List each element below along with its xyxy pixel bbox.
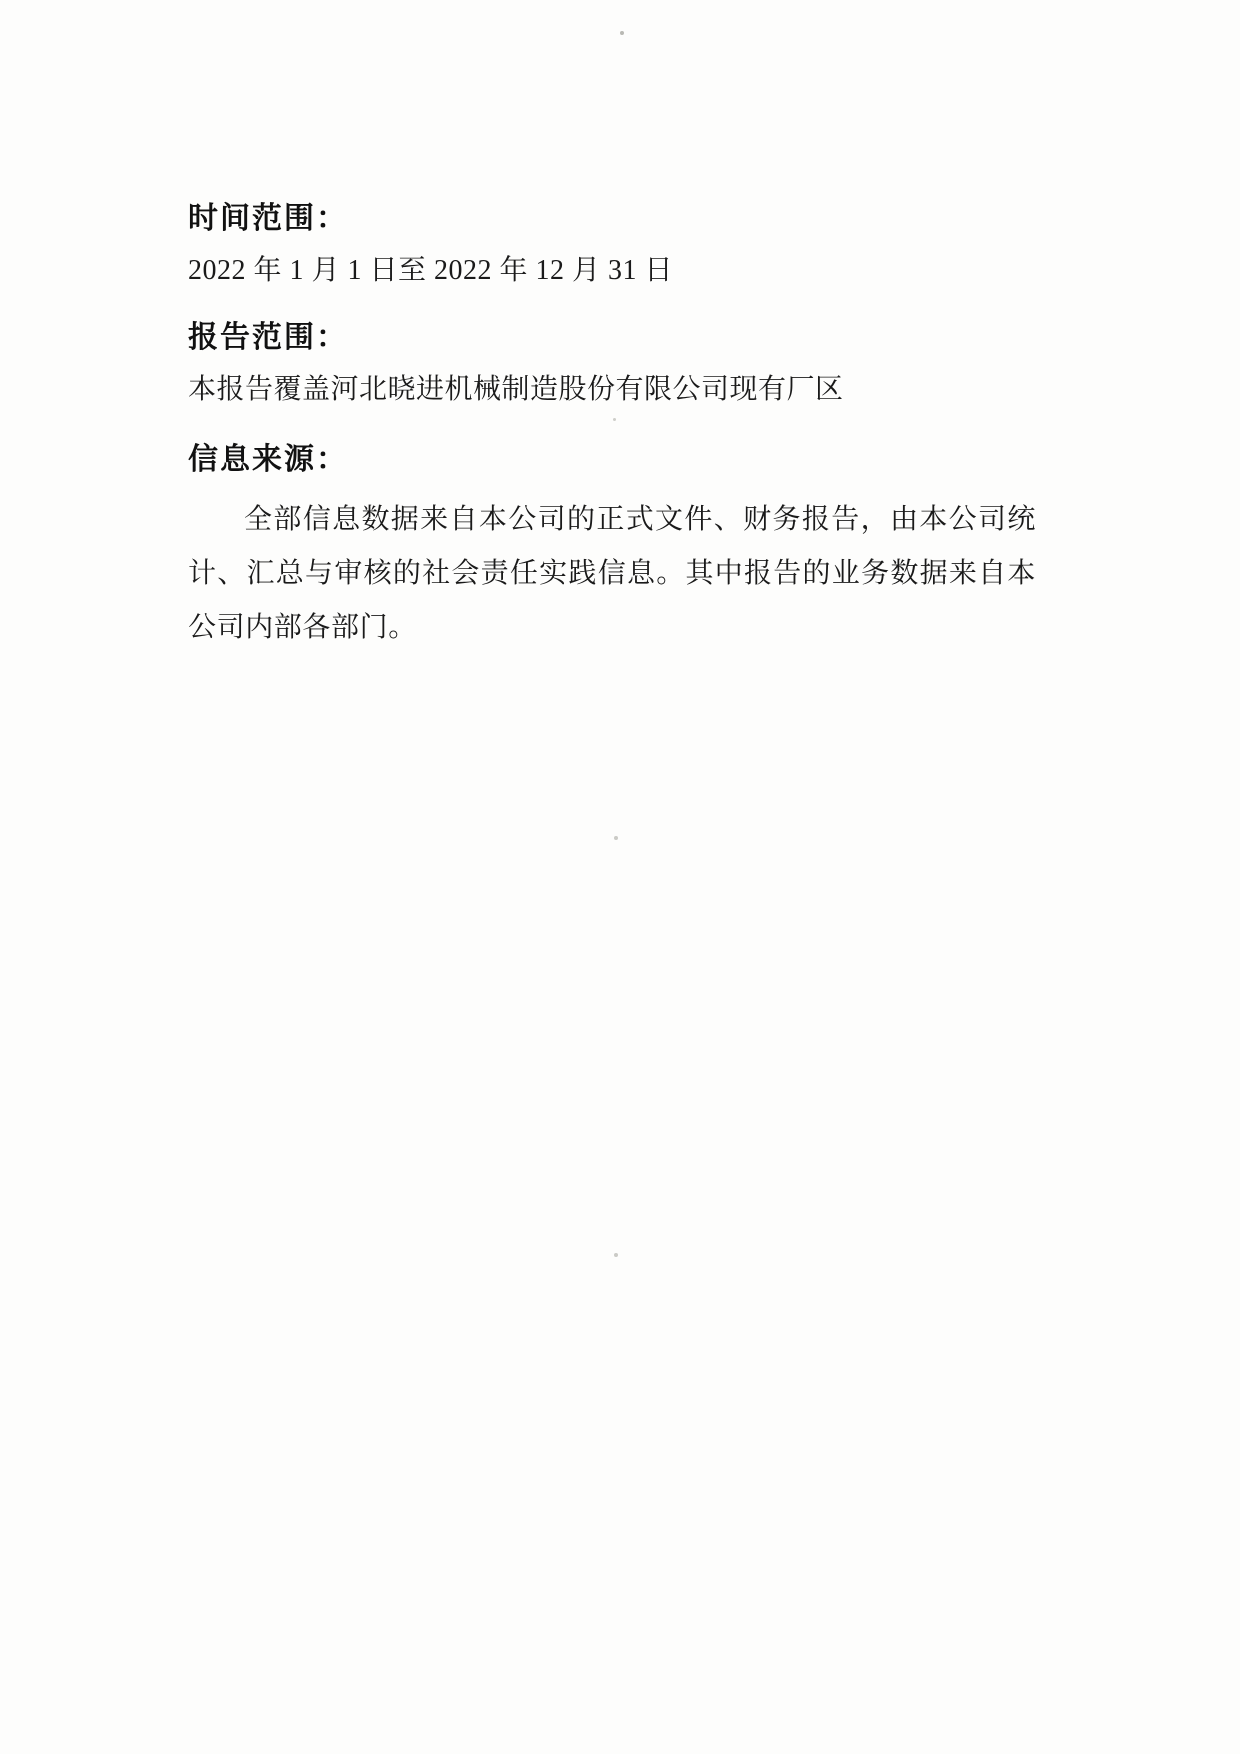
scan-speck-icon	[614, 836, 618, 840]
section-text-report-scope: 本报告覆盖河北晓进机械制造股份有限公司现有厂区	[188, 373, 844, 405]
section-text-time-range: 2022 年 1 月 1 日至 2022 年 12 月 31 日	[188, 254, 674, 286]
document-content	[188, 196, 1068, 654]
section-paragraph-information-source: 全部信息数据来自本公司的正式文件、财务报告，由本公司统计、汇总与审核的社会责任实践信息。其中报告的业务数据来自本公司内部各部门。	[188, 504, 1036, 643]
scan-speck-icon	[614, 1253, 618, 1257]
section-heading-information-source: 信息来源：	[188, 441, 348, 477]
scan-speck-icon	[620, 31, 624, 35]
section-heading-report-scope: 报告范围：	[188, 320, 348, 356]
section-heading-time-range: 时间范围：	[188, 201, 348, 236]
